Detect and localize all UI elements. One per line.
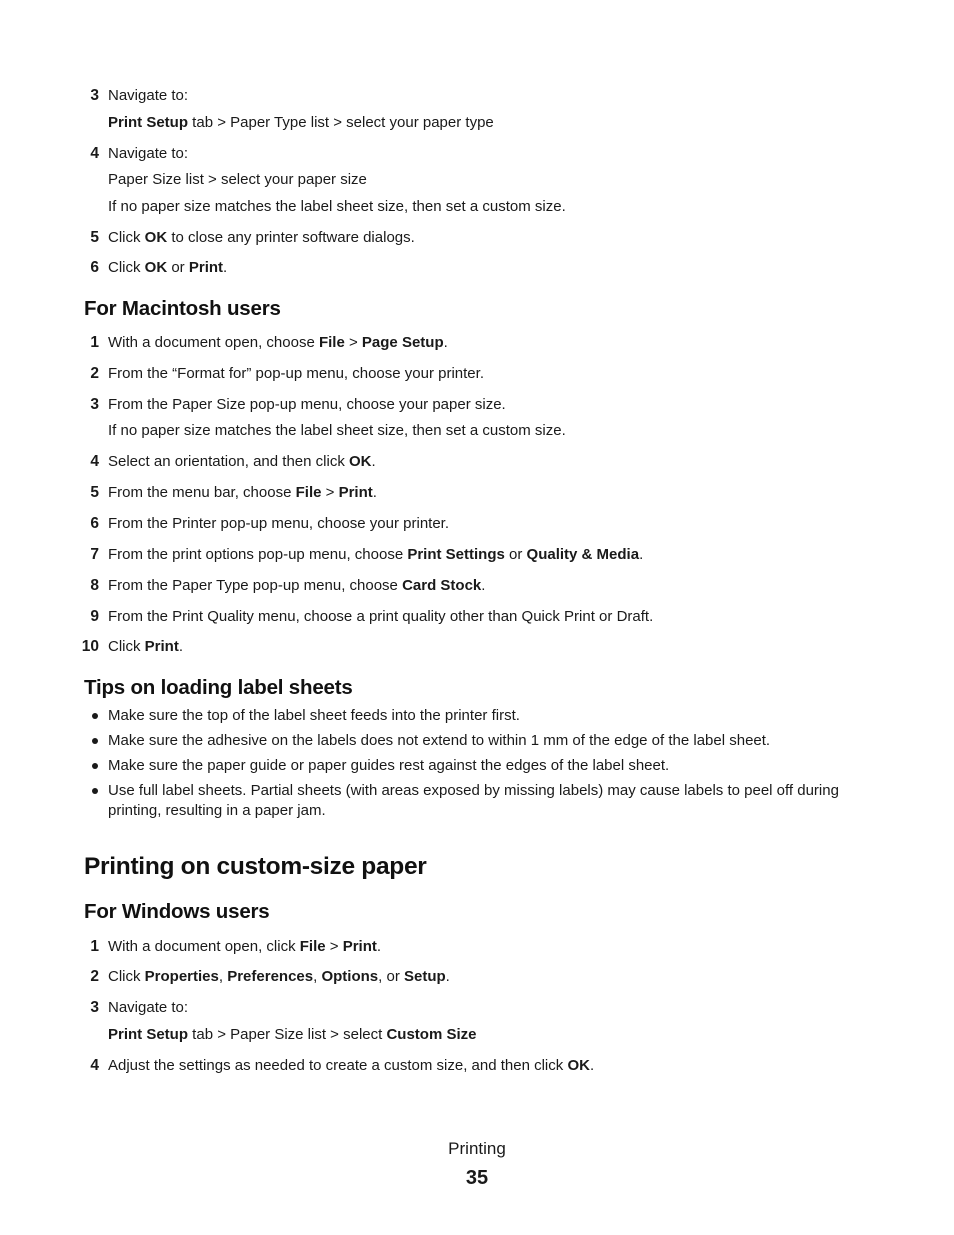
step-number: 4 xyxy=(90,453,99,470)
step-number: 7 xyxy=(90,546,99,563)
step-number: 3 xyxy=(90,999,99,1016)
bullet-icon xyxy=(92,763,98,769)
step-number: 6 xyxy=(90,515,99,532)
step-number: 5 xyxy=(90,484,99,501)
step-text: Select an orientation, and then click OK. xyxy=(108,453,376,470)
step-number: 10 xyxy=(81,638,99,655)
page-number: 35 xyxy=(465,1167,489,1189)
path-rest: tab > Paper Type list > select your paper type xyxy=(188,114,494,131)
step-text: From the print options pop-up menu, choose Print Settings or Quality & Media. xyxy=(108,546,644,563)
step-number: 1 xyxy=(90,938,99,955)
page-section-title: Printing on custom-size paper xyxy=(84,853,427,880)
step-text: With a document open, choose File > Page Setup. xyxy=(108,334,448,351)
step-text: Navigate to: xyxy=(108,145,189,162)
step-number: 6 xyxy=(90,259,99,276)
step-number: 8 xyxy=(90,577,99,594)
section-heading-macintosh: For Macintosh users xyxy=(84,297,281,320)
step-number: 3 xyxy=(90,396,99,413)
step-number: 3 xyxy=(90,87,99,104)
footer-section-label: Printing xyxy=(448,1139,506,1158)
section-heading-windows: For Windows users xyxy=(84,900,270,923)
step-text: From the Paper Size pop-up menu, choose your paper size. xyxy=(108,396,506,413)
step-text: Click Print. xyxy=(108,638,184,655)
step-text: From the Printer pop-up menu, choose your printer. xyxy=(108,515,450,532)
step-number: 2 xyxy=(90,365,99,382)
step-number: 1 xyxy=(90,334,99,351)
navigation-path: Print Setup tab > Paper Size list > select Custom Size xyxy=(108,1026,477,1043)
path-bold: Print Setup xyxy=(108,114,189,131)
navigation-path: Paper Size list > select your paper size xyxy=(108,171,367,188)
step-note: If no paper size matches the label sheet size, then set a custom size. xyxy=(108,198,566,215)
step-number: 5 xyxy=(90,229,99,246)
step-number: 4 xyxy=(90,145,99,162)
step-text: Navigate to: xyxy=(108,999,189,1016)
step-note: If no paper size matches the label sheet size, then set a custom size. xyxy=(108,422,566,439)
step-number: 4 xyxy=(90,1057,99,1074)
section-heading-tips: Tips on loading label sheets xyxy=(84,676,353,699)
bullet-icon xyxy=(92,738,98,744)
step-number: 9 xyxy=(90,608,99,625)
step-text: Navigate to: xyxy=(108,87,189,104)
navigation-path xyxy=(108,113,494,132)
step-text: From the Print Quality menu, choose a print quality other than Quick Print or Draft. xyxy=(108,608,654,625)
bullet-icon xyxy=(92,713,98,719)
step-number: 2 xyxy=(90,968,99,985)
document-page: 3 Navigate to: Print Setup tab > Paper Type list > select your paper type 4 Navigate to: Paper Size list > select your paper size If no paper size matches the label sheet size, then set a custom size. 5 Click OK to close any printer software dialogs. 6 Click OK or Print. For Macintosh users 1 With a document open, choose File > Page Setup. 2 From the “Format for” pop-up menu, choose your printer. 3 From the Paper Size pop-up menu, choose your paper size. If no paper size matches the label sheet size, then set a custom size. 4 Select an orientation, and then click OK. 5 From the menu bar, choose File > Print. 6 From the Printer pop-up menu, choose your printer. 7 From the print options pop-up menu, choose Print Settings or Quality & Media. 8 From the Paper Type pop-up menu, choose Card Stock. 9 From the Print Quality menu, choose a print quality other than Quick Print or Draft. 10 Click Print. Tips on loading label sheets Make sure the top of the label sheet feeds into the printer first. Make sure the adhesive on the labels does not extend to within 1 mm of the edge of the label sheet. Make sure the paper guide or paper guides rest against the edges of the label sheet. Use full label sheets. Partial sheets (with areas exposed by missing labels) may cause labels to peel off during printing, resulting in a paper jam. Printing on custom-size paper For Windows users 1 With a document open, click File > Print. 2 Click Properties, Preferences, Options, or Setup. 3 Navigate to: Print Setup tab > Paper Size list > select Custom Size 4 Adjust the settings as needed to create a custom size, and then click OK. Printing 35 xyxy=(0,0,954,1235)
step-text: Click Properties, Preferences, Options, or Setup. xyxy=(108,968,450,985)
step-text: From the menu bar, choose File > Print. xyxy=(108,484,377,501)
step-text: Adjust the settings as needed to create a custom size, and then click OK. xyxy=(108,1057,595,1074)
step-text: From the Paper Type pop-up menu, choose Card Stock. xyxy=(108,577,486,594)
step-text: With a document open, click File > Print. xyxy=(108,938,382,955)
step-text: Click OK or Print. xyxy=(108,259,228,276)
step-text: Click OK to close any printer software dialogs. xyxy=(108,229,415,246)
bullet-icon xyxy=(92,788,98,794)
step-text: From the “Format for” pop-up menu, choose your printer. xyxy=(108,365,484,382)
